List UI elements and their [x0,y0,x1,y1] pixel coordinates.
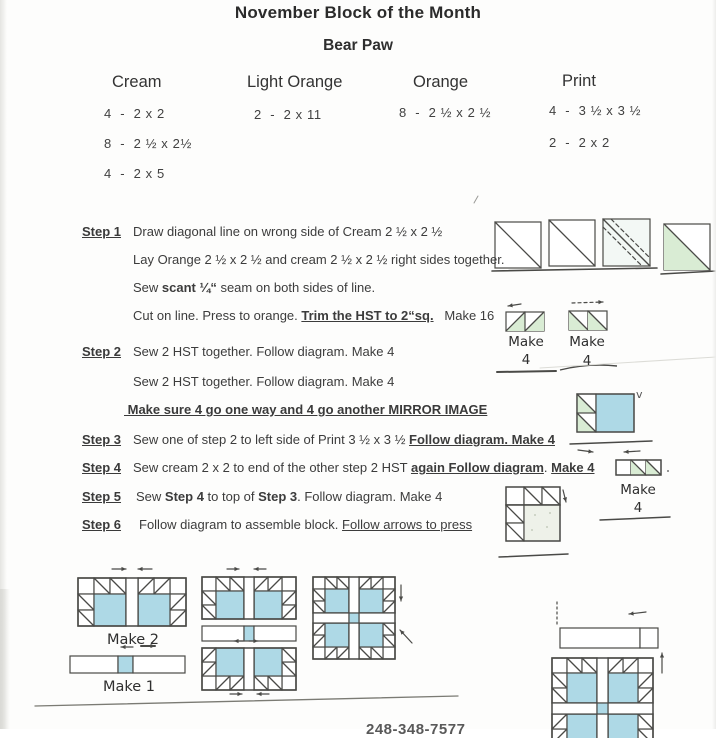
step4-underlined-1: again Follow diagram [410,460,544,475]
exploded-block [202,567,296,696]
footer-partial-text: 248-348-7577 [366,721,466,738]
column-header-print: Print [562,72,596,90]
pair-two-make-count: 4 [582,353,592,369]
step5-post: . Follow diagram. Make 4 [297,489,443,504]
step1-line1: Draw diagonal line on wrong side of Cream 2 ½ x 2 ½ [133,224,443,239]
step2-line2: Sew 2 HST together. Follow diagram. Make 4 [133,374,395,389]
step3-check-mark: v [636,388,643,401]
step3-line [133,432,555,447]
make1-sashing-strip [70,644,185,673]
step3-label: Step 3 [82,432,122,447]
step5-line [136,489,442,504]
step5-bold-1: Step 4 [164,489,204,504]
step5-label: Step 5 [82,489,122,504]
step6-underlined: Follow arrows to press [342,517,473,532]
step4-label: Step 4 [82,460,122,475]
make-2-label: Make 2 [106,632,160,648]
step4-pre: Sew cream 2 x 2 to end of the other step 2 HST [133,460,411,475]
column-header-cream: Cream [112,73,162,91]
step1-label: Step 1 [82,224,122,239]
cut-print-2: 2 - 2 x 2 [549,135,610,150]
step1-line3-pre: Sew [133,280,162,295]
cut-light-orange-1: 2 - 2 x 11 [254,107,322,122]
cut-cream-2: 8 - 2 ½ x 2½ [104,136,192,151]
step1-hst-squares [474,196,716,274]
step4-unit-make-count: 4 [633,500,643,516]
step1-line3-bold: scant ¼“ [161,280,217,295]
page-title: November Block of the Month [234,3,482,22]
step5-bold-2: Step 3 [258,489,298,504]
step3-pre: Sew one of step 2 to left side of Print 3 ½ x 3 ½ [133,432,410,447]
step3-underlined: Follow diagram. Make 4 [409,432,555,447]
pair-one-make-count: 4 [521,352,531,368]
step1-line4-pre: Cut on line. Press to orange. [133,308,302,323]
step2-label: Step 2 [82,344,122,359]
step6-pre: Follow diagram to assemble block. [139,517,343,532]
column-header-light-orange: Light Orange [247,73,343,91]
pair-two-make-label: Make [569,334,605,350]
column-header-orange: Orange [413,73,469,91]
step1-line2: Lay Orange 2 ½ x 2 ½ and cream 2 ½ x 2 ½ right sides together. [133,252,505,267]
step3-unit [570,394,652,454]
scan-edge-bottom-left [0,589,10,729]
partial-assembled-block [552,658,653,738]
step1-line3-post: seam on both sides of line. [216,280,376,295]
step5-mid: to top of [203,489,259,504]
step1-line3 [133,280,375,295]
cut-orange-1: 8 - 2 ½ x 2 ½ [399,105,492,120]
make-1-label: Make 1 [102,679,156,695]
step5-pre: Sew [136,489,165,504]
pair-one-make-label: Make [508,334,544,350]
cut-cream-3: 4 - 2 x 5 [104,166,165,181]
make2-row-unit [78,567,186,626]
step6-label: Step 6 [82,517,122,532]
cut-print-1: 4 - 3 ½ x 3 ½ [549,103,642,118]
step1-line4-post: Make 16 [433,308,495,323]
step6-line [139,517,472,532]
scan-edge-right [712,0,716,729]
step1-line4-underlined: Trim the HST to 2“sq. [301,308,434,323]
step4-underlined-2: Make 4 [551,460,595,475]
mirror-image-note: Make sure 4 go one way and 4 go another MIRROR IMAGE [124,402,488,417]
assembled-block [313,577,412,659]
step2-line1: Sew 2 HST together. Follow diagram. Make 4 [133,344,395,359]
step5-unit [499,487,568,557]
cut-cream-1: 4 - 2 x 2 [104,106,165,121]
step4-unit-make-label: Make [620,482,656,498]
step1-line4 [133,308,494,323]
step4-mid: . [543,460,552,475]
step4-line [133,460,595,475]
page-subtitle: Bear Paw [323,37,393,54]
